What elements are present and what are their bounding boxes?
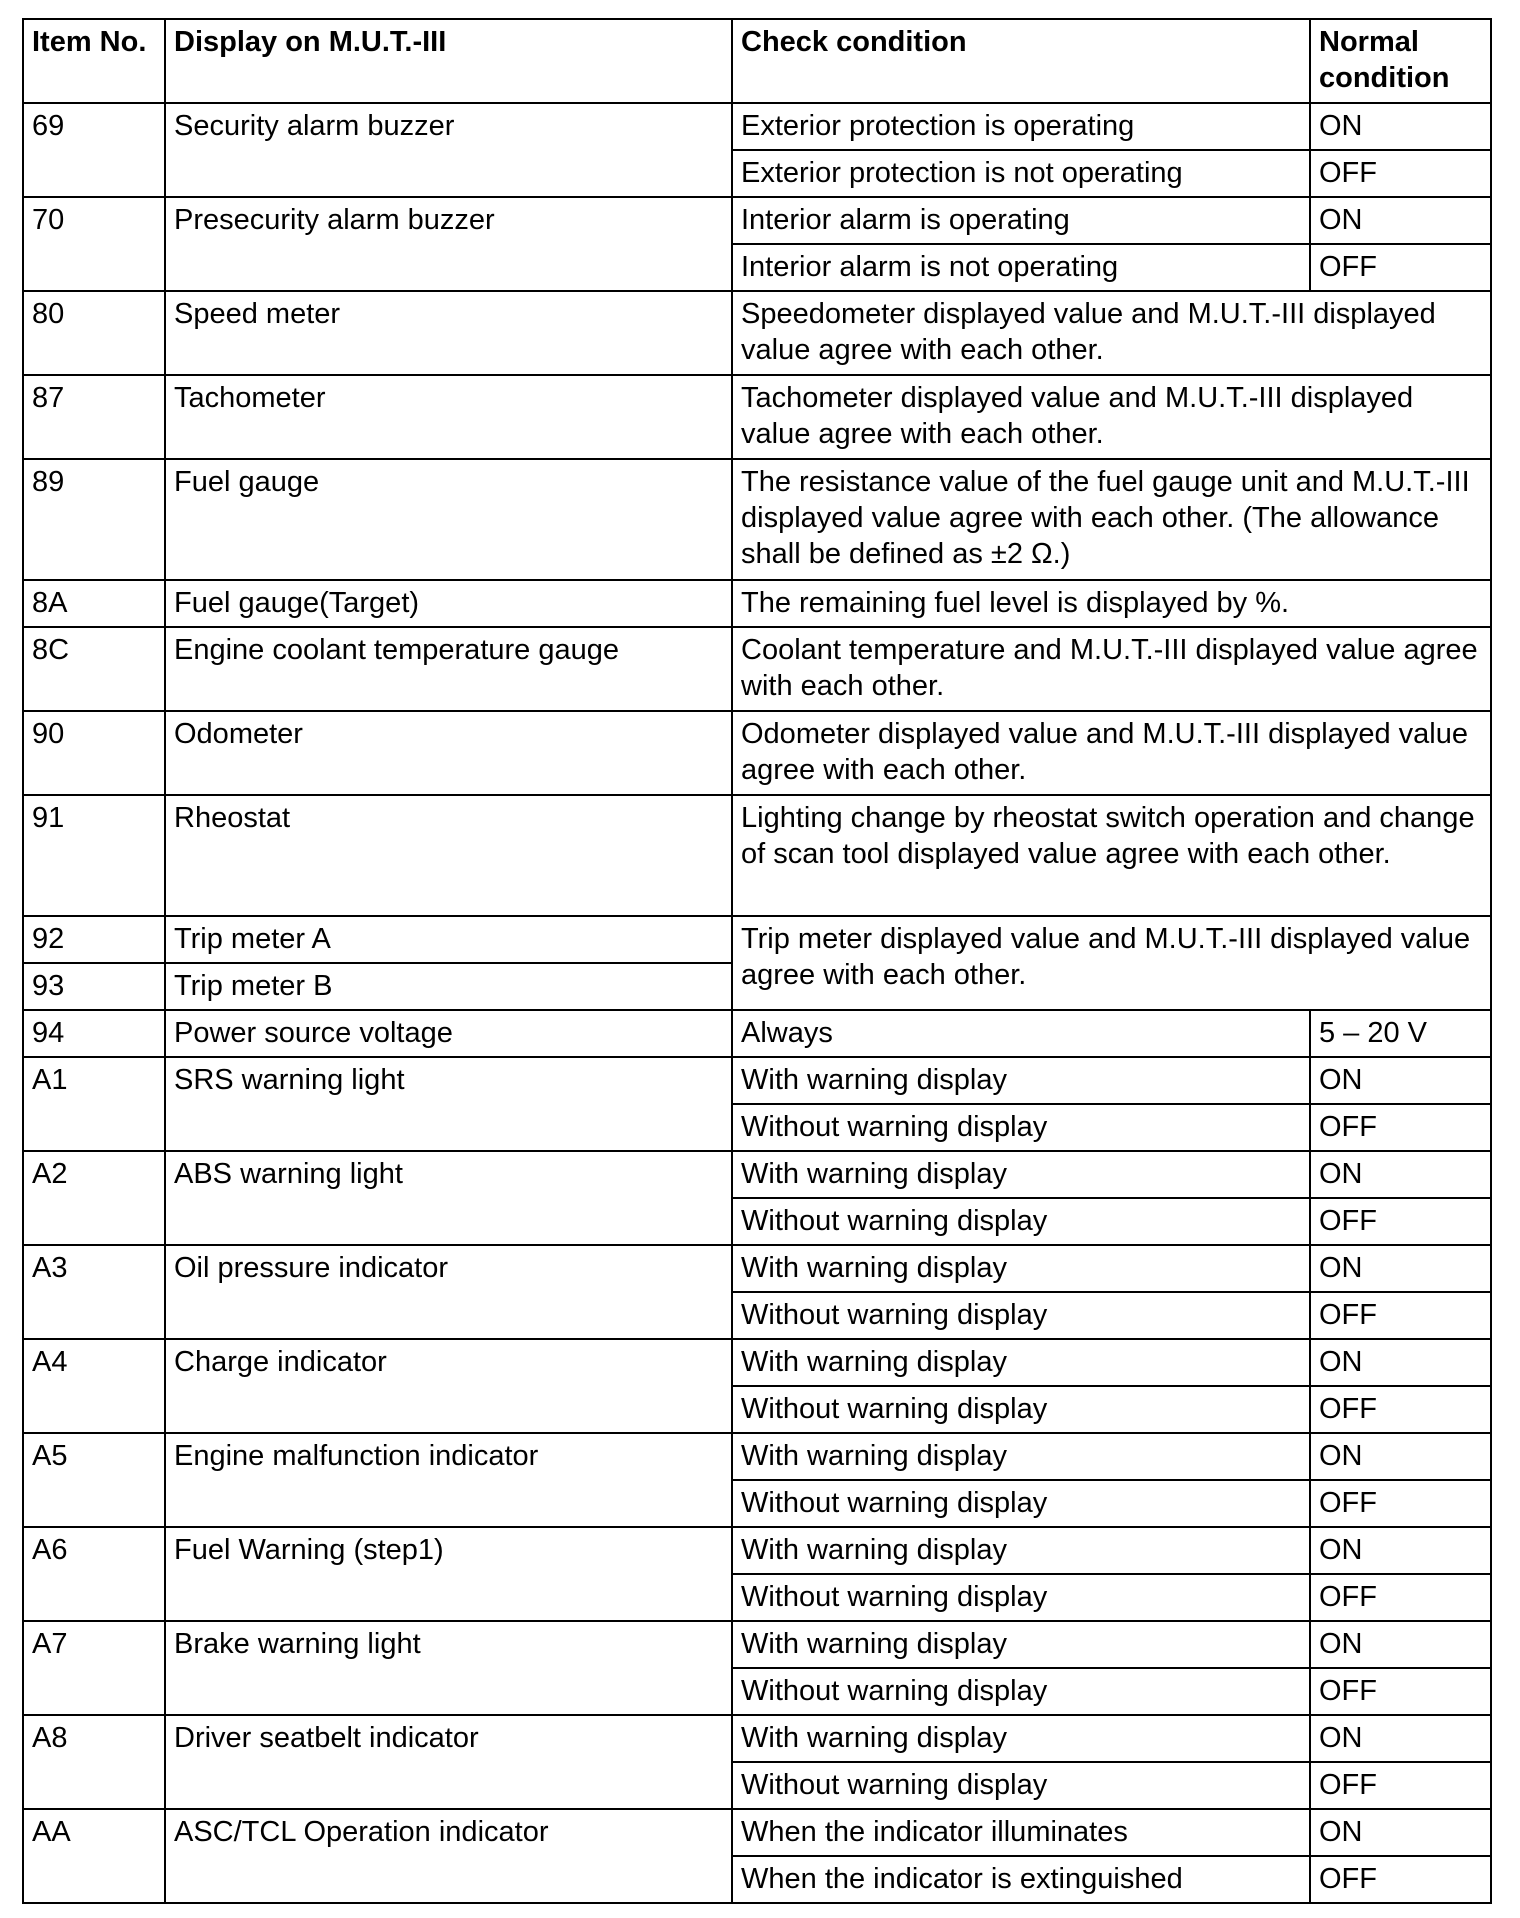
table-row — [23, 459, 1491, 580]
check-condition-cell: With warning display — [732, 1057, 1310, 1104]
check-condition-cell: Tachometer displayed value and M.U.T.-III displayed value agree with each other. — [732, 375, 1491, 459]
item-no-cell: 87 — [23, 375, 165, 459]
check-condition-cell: When the indicator is extinguished — [732, 1856, 1310, 1903]
display-cell: Oil pressure indicator — [165, 1245, 732, 1339]
item-no-cell: A8 — [23, 1715, 165, 1809]
table-row — [23, 1433, 1491, 1480]
item-no-cell: AA — [23, 1809, 165, 1903]
check-condition-cell: Without warning display — [732, 1480, 1310, 1527]
table-row — [23, 291, 1491, 375]
normal-condition-cell: OFF — [1310, 1480, 1491, 1527]
normal-condition-cell: OFF — [1310, 1292, 1491, 1339]
check-condition-cell: Lighting change by rheostat switch operation and change of scan tool displayed value agree with each other. — [732, 795, 1491, 916]
normal-condition-cell: ON — [1310, 1057, 1491, 1104]
normal-condition-cell: OFF — [1310, 1386, 1491, 1433]
check-condition-cell: With warning display — [732, 1245, 1310, 1292]
table-row — [23, 103, 1491, 150]
display-cell: Odometer — [165, 711, 732, 795]
normal-condition-cell: 5 – 20 V — [1310, 1010, 1491, 1057]
item-no-cell: A1 — [23, 1057, 165, 1151]
header-display: Display on M.U.T.-III — [165, 19, 732, 103]
mut-iii-data-list-table — [22, 18, 1492, 1904]
check-condition-cell: Exterior protection is operating — [732, 103, 1310, 150]
check-condition-cell: With warning display — [732, 1339, 1310, 1386]
table-row — [23, 580, 1491, 627]
item-no-cell: A2 — [23, 1151, 165, 1245]
check-condition-cell: When the indicator illuminates — [732, 1809, 1310, 1856]
item-no-cell: 94 — [23, 1010, 165, 1057]
display-cell: Speed meter — [165, 291, 732, 375]
display-cell: ASC/TCL Operation indicator — [165, 1809, 732, 1903]
display-cell: Presecurity alarm buzzer — [165, 197, 732, 291]
normal-condition-cell: OFF — [1310, 1856, 1491, 1903]
normal-condition-cell: ON — [1310, 1809, 1491, 1856]
table-row — [23, 375, 1491, 459]
check-condition-cell: Speedometer displayed value and M.U.T.-III displayed value agree with each other. — [732, 291, 1491, 375]
item-no-cell: A7 — [23, 1621, 165, 1715]
item-no-cell: A4 — [23, 1339, 165, 1433]
normal-condition-cell: OFF — [1310, 1574, 1491, 1621]
display-cell: Driver seatbelt indicator — [165, 1715, 732, 1809]
check-condition-cell: Without warning display — [732, 1386, 1310, 1433]
display-cell: SRS warning light — [165, 1057, 732, 1151]
normal-condition-cell: ON — [1310, 1621, 1491, 1668]
display-cell: Tachometer — [165, 375, 732, 459]
table-row — [23, 1057, 1491, 1104]
display-cell: Engine malfunction indicator — [165, 1433, 732, 1527]
normal-condition-cell: ON — [1310, 197, 1491, 244]
item-no-cell: 89 — [23, 459, 165, 580]
display-cell: ABS warning light — [165, 1151, 732, 1245]
check-condition-cell: The resistance value of the fuel gauge unit and M.U.T.-III displayed value agree with each other. (The allowance shall be defined as ±2 Ω.) — [732, 459, 1491, 580]
check-condition-cell: Trip meter displayed value and M.U.T.-III displayed value agree with each other. — [732, 916, 1491, 1010]
normal-condition-cell: ON — [1310, 1715, 1491, 1762]
item-no-cell: A3 — [23, 1245, 165, 1339]
display-cell: Security alarm buzzer — [165, 103, 732, 197]
check-condition-cell: With warning display — [732, 1151, 1310, 1198]
normal-condition-cell: OFF — [1310, 150, 1491, 197]
check-condition-cell: Exterior protection is not operating — [732, 150, 1310, 197]
check-condition-cell: With warning display — [732, 1621, 1310, 1668]
item-no-cell: A5 — [23, 1433, 165, 1527]
check-condition-cell: Interior alarm is operating — [732, 197, 1310, 244]
normal-condition-cell: ON — [1310, 1151, 1491, 1198]
item-no-cell: 91 — [23, 795, 165, 916]
normal-condition-cell: ON — [1310, 1339, 1491, 1386]
item-no-cell: 90 — [23, 711, 165, 795]
display-cell: Fuel Warning (step1) — [165, 1527, 732, 1621]
table-row — [23, 1621, 1491, 1668]
header-check-condition: Check condition — [732, 19, 1310, 103]
display-cell: Engine coolant temperature gauge — [165, 627, 732, 711]
check-condition-cell: Without warning display — [732, 1574, 1310, 1621]
table-row — [23, 1010, 1491, 1057]
display-cell: Power source voltage — [165, 1010, 732, 1057]
display-cell: Trip meter B — [165, 963, 732, 1010]
display-cell: Fuel gauge — [165, 459, 732, 580]
normal-condition-cell: ON — [1310, 1433, 1491, 1480]
normal-condition-cell: OFF — [1310, 1668, 1491, 1715]
item-no-cell: 8C — [23, 627, 165, 711]
table-row — [23, 1809, 1491, 1856]
table-row — [23, 795, 1491, 916]
check-condition-cell: Always — [732, 1010, 1310, 1057]
normal-condition-cell: OFF — [1310, 1104, 1491, 1151]
item-no-cell: 70 — [23, 197, 165, 291]
check-condition-cell: Without warning display — [732, 1292, 1310, 1339]
normal-condition-cell: ON — [1310, 103, 1491, 150]
normal-condition-cell: OFF — [1310, 1762, 1491, 1809]
table-row — [23, 1339, 1491, 1386]
table-row — [23, 711, 1491, 795]
normal-condition-cell: OFF — [1310, 1198, 1491, 1245]
item-no-cell: 80 — [23, 291, 165, 375]
normal-condition-cell: OFF — [1310, 244, 1491, 291]
table-row — [23, 197, 1491, 244]
check-condition-cell: With warning display — [732, 1527, 1310, 1574]
check-condition-cell: Without warning display — [732, 1762, 1310, 1809]
header-normal-condition: Normal condition — [1310, 19, 1491, 103]
item-no-cell: 92 — [23, 916, 165, 963]
check-condition-cell: Interior alarm is not operating — [732, 244, 1310, 291]
table-row — [23, 627, 1491, 711]
table-row — [23, 1715, 1491, 1762]
normal-condition-cell: ON — [1310, 1245, 1491, 1292]
check-condition-cell: Without warning display — [732, 1668, 1310, 1715]
table-row — [23, 1527, 1491, 1574]
display-cell: Trip meter A — [165, 916, 732, 963]
display-cell: Rheostat — [165, 795, 732, 916]
table-row — [23, 1151, 1491, 1198]
item-no-cell: 93 — [23, 963, 165, 1010]
display-cell: Charge indicator — [165, 1339, 732, 1433]
item-no-cell: 69 — [23, 103, 165, 197]
display-cell: Fuel gauge(Target) — [165, 580, 732, 627]
normal-condition-cell: ON — [1310, 1527, 1491, 1574]
check-condition-cell: Without warning display — [732, 1104, 1310, 1151]
table-row — [23, 916, 1491, 963]
check-condition-cell: With warning display — [732, 1433, 1310, 1480]
check-condition-cell: With warning display — [732, 1715, 1310, 1762]
item-no-cell: A6 — [23, 1527, 165, 1621]
table-row — [23, 1245, 1491, 1292]
check-condition-cell: Without warning display — [732, 1198, 1310, 1245]
check-condition-cell: Odometer displayed value and M.U.T.-III displayed value agree with each other. — [732, 711, 1491, 795]
display-cell: Brake warning light — [165, 1621, 732, 1715]
table-header-row — [23, 19, 1491, 103]
check-condition-cell: The remaining fuel level is displayed by %. — [732, 580, 1491, 627]
check-condition-cell: Coolant temperature and M.U.T.-III displayed value agree with each other. — [732, 627, 1491, 711]
item-no-cell: 8A — [23, 580, 165, 627]
header-item-no: Item No. — [23, 19, 165, 103]
